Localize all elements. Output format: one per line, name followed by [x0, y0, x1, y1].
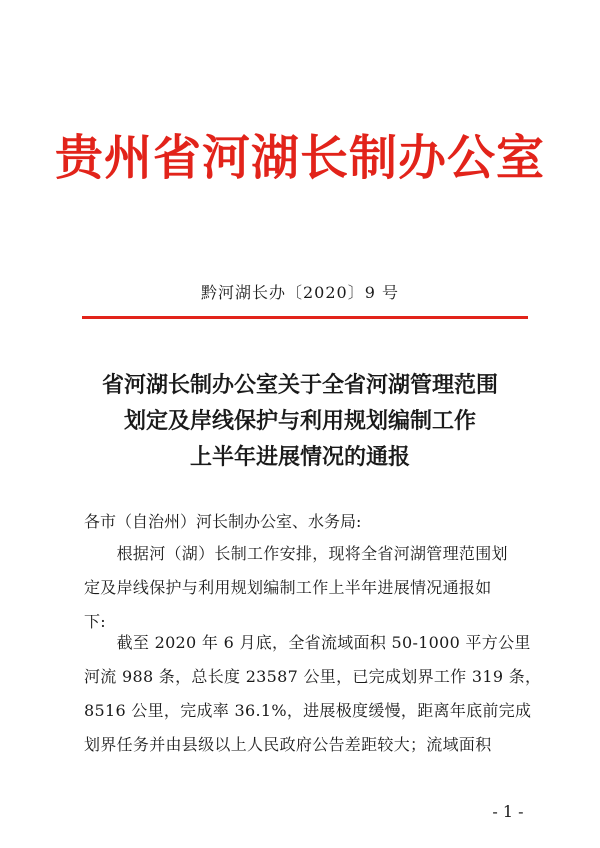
body-paragraph [84, 537, 524, 639]
title-line: 省河湖长制办公室关于全省河湖管理范围 [101, 373, 498, 398]
red-divider-line [82, 316, 528, 319]
notice-title [40, 368, 560, 476]
title-line: 上半年进展情况的通报 [189, 445, 410, 470]
paragraph-line: 定及岸线保护与利用规划编制工作上半年进展情况通报如 [84, 578, 492, 597]
paragraph-line: 截至 2020 年 6 月底，全省流域面积 50-1000 平方公里 [84, 633, 531, 652]
paragraph-line: 根据河（湖）长制工作安排，现将全省河湖管理范围划 [84, 544, 508, 563]
salutation: 各市（自治州）河长制办公室、水务局: [84, 512, 362, 531]
page-number: - 1 - [492, 802, 524, 821]
paragraph-line: 8516 公里，完成率 36.1%，进展极度缓慢，距离年底前完成 [84, 701, 532, 720]
body-paragraph [84, 626, 542, 762]
paragraph-line: 划界任务并由县级以上人民政府公告差距较大；流域面积 [84, 735, 492, 754]
document-number: 黔河湖长办〔2020〕9 号 [201, 283, 399, 302]
paragraph-line: 河流 988 条，总长度 23587 公里，已完成划界工作 319 条， [84, 667, 542, 686]
paragraph-line: 下: [84, 612, 106, 631]
org-header-title: 贵州省河湖长制办公室 [54, 130, 545, 186]
title-line: 划定及岸线保护与利用规划编制工作 [123, 409, 476, 434]
